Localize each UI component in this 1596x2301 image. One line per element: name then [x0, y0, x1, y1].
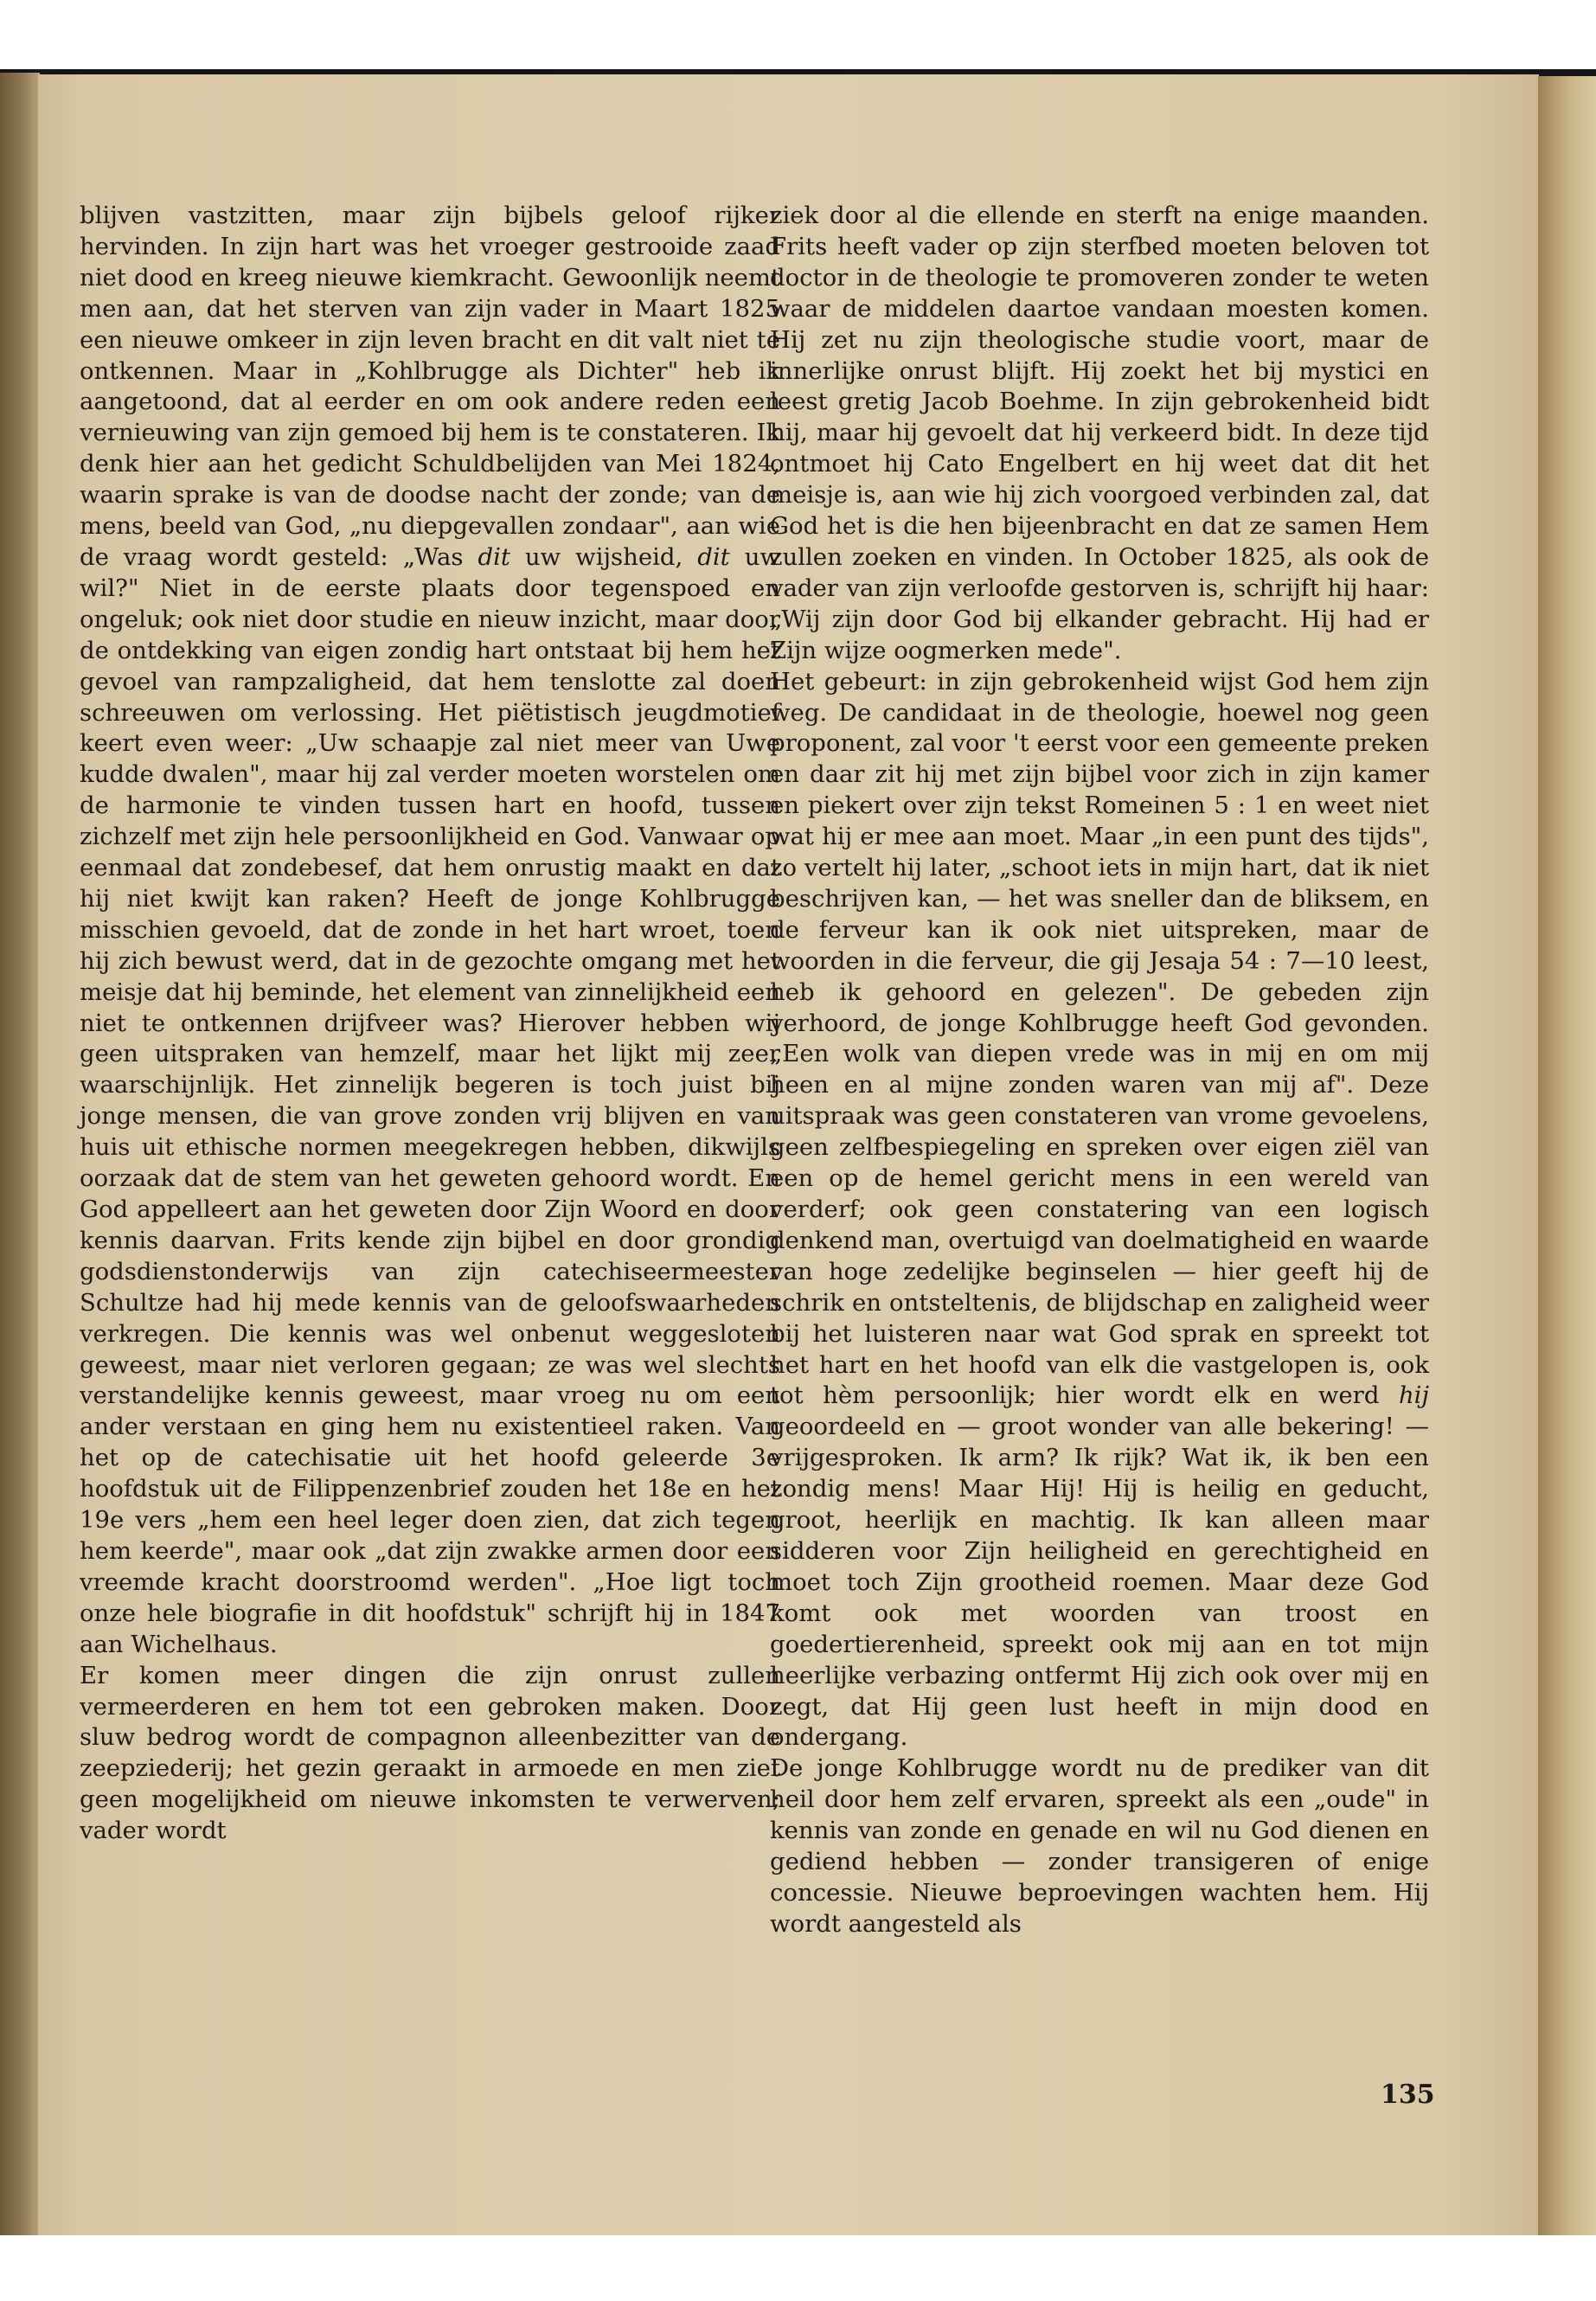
left-paragraph-2: Er komen meer dingen die zijn onrust zullen vermeerderen en hem tot een gebroken maken. Door sluw bedrog wordt de compagnon alleenbezitter van de zeepziederij; het gezin geraakt in armoede en men ziet geen mogelijkheid om nieuwe inkomsten te verwerven; vader wordt	[80, 1661, 780, 1845]
page-stack-edge	[1538, 76, 1596, 2235]
left-column	[80, 201, 780, 1847]
right-paragraph-1: ziek door al die ellende en sterft na enige maanden. Frits heeft vader op zijn sterfbed moeten beloven tot doctor in de theologie te promoveren zonder te weten waar de middelen daartoe vandaan moesten komen. Hij zet nu zijn theologische studie voort, maar de innerlijke onrust blijft. Hij zoekt het bij mystici en leest gretig Jacob Boehme. In zijn gebrokenheid bidt hij, maar hij gevoelt dat hij verkeerd bidt. In deze tijd ontmoet hij Cato Engelbert en hij weet dat dit het meisje is, aan wie hij zich voorgoed verbinden zal, dat God het is die hen bijeenbracht en dat ze samen Hem zullen zoeken en vinden. In October 1825, als ook de vader van zijn verloofde gestorven is, schrijft hij haar: „Wij zijn door God bij elkander gebracht. Hij had er Zijn wijze oogmerken mede".	[770, 202, 1429, 664]
emphasis-dit: dit	[478, 542, 510, 571]
right-paragraph-2: Het gebeurt: in zijn gebrokenheid wijst God hem zijn weg. De candidaat in de theologie, hoewel nog geen proponent, zal voor 't eerst voor een gemeente preken en daar zit hij met zijn bijbel voor zich in zijn kamer en piekert over zijn tekst Romeinen 5 : 1 en weet niet wat hij er mee aan moet. Maar „in een punt des tijds", zo vertelt hij later, „schoot iets in mijn hart, dat ik niet beschrijven kan, — het was sneller dan de bliksem, en de ferveur kan ik ook niet uitspreken, maar de woorden in die ferveur, die gij Jesaja 54 : 7—10 leest, heb ik gehoord en gelezen". De gebeden zijn verhoord, de jonge Kohlbrugge heeft God gevonden. „Een wolk van diepen vrede was in mij en om mij heen en al mijne zonden waren van mij af". Deze uitspraak was geen constateren van vrome gevoelens, geen zelfbespiegeling en spreken over eigen ziël van een op de hemel gericht mens in een wereld van verderf; ook geen constatering van een logisch denkend man, overtuigd van doelmatigheid en waarde van hoge zedelijke beginselen — hier geeft hij de schrik en ontsteltenis, de blijdschap en zaligheid weer bij het luisteren naar wat God sprak en spreekt tot het hart en het hoofd van elk die vastgelopen is, ook tot hèm persoonlijk; hier wordt elk en werd hij geoordeeld en — groot wonder van alle bekering! — vrijgesproken. Ik arm? Ik rijk? Wat ik, ik ben een zondig mens! Maar Hij! Hij is heilig en geducht, groot, heerlijk en machtig. Ik kan alleen maar sidderen voor Zijn heiligheid en gerechtigheid en moet toch Zijn grootheid roemen. Maar deze God komt ook met woorden van troost en goedertierenheid, spreekt ook mij aan en tot mijn heerlijke verbazing ontfermt Hij zich ook over mij en zegt, dat Hij geen lust heeft in mijn dood en ondergang.	[770, 667, 1430, 1752]
emphasis-hij: hij	[1398, 1381, 1429, 1410]
left-paragraph-1: blijven vastzitten, maar zijn bijbels geloof rijker hervinden. In zijn hart was het vroeger gestrooide zaad niet dood en kreeg nieuwe kiemkracht. Gewoonlijk neemt men aan, dat het sterven van zijn vader in Maart 1825 een nieuwe omkeer in zijn leven bracht en dit valt niet te ontkennen. Maar in „Kohlbrugge als Dichter" heb ik aangetoond, dat al eerder en om ook andere reden een vernieuwing van zijn gemoed bij hem is te constateren. Ik denk hier aan het gedicht Schuldbelijden van Mei 1824, waarin sprake is van de doodse nacht der zonde; van de mens, beeld van God, „nu diepgevallen zondaar", aan wie de vraag wordt gesteld: „Was dit uw wijsheid, dit uw wil?" Niet in de eerste plaats door tegenspoed en ongeluk; ook niet door studie en nieuw inzicht, maar door de ontdekking van eigen zondig hart ontstaat bij hem het gevoel van rampzaligheid, dat hem tenslotte zal doen schreeuwen om verlossing. Het piëtistisch jeugdmotief keert even weer: „Uw schaapje zal niet meer van Uwe kudde dwalen", maar hij zal verder moeten worstelen om de harmonie te vinden tussen hart en hoofd, tussen zichzelf met zijn hele persoonlijkheid en God. Vanwaar op eenmaal dat zondebesef, dat hem onrustig maakt en dat hij niet kwijt kan raken? Heeft de jonge Kohlbrugge misschien gevoeld, dat de zonde in het hart wroet, toen hij zich bewust werd, dat in de gezochte omgang met het meisje dat hij beminde, het element van zinnelijkheid een niet te ontkennen drijfveer was? Hierover hebben wij geen uitspraken van hemzelf, maar het lijkt mij zeer waarschijnlijk. Het zinnelijk begeren is toch juist bij jonge mensen, die van grove zonden vrij blijven en van huis uit ethische normen meegekregen hebben, dikwijls oorzaak dat de stem van het geweten gehoord wordt. En God appelleert aan het geweten door Zijn Woord en door kennis daarvan. Frits kende zijn bijbel en door grondig godsdienstonderwijs van zijn catechiseermeester Schultze had hij mede kennis van de geloofswaarheden verkregen. Die kennis was wel onbenut weggesloten geweest, maar niet verloren gegaan; ze was wel slechts verstandelijke kennis geweest, maar vroeg nu om een ander verstaan en ging hem nu existentieel raken. Van het op de catechisatie uit het hoofd geleerde 3e hoofdstuk uit de Filippenzenbrief zouden het 18e en het 19e vers „hem een heel leger doen zien, dat zich tegen hem keerde", maar ook „dat zijn zwakke armen door een vreemde kracht doorstroomd werden". „Hoe ligt toch onze hele biografie in dit hoofdstuk" schrijft hij in 1847 aan Wichelhaus.	[80, 202, 780, 1658]
right-column	[770, 201, 1429, 1940]
book-spine-edge	[0, 73, 40, 2235]
scan-top-margin	[0, 0, 1596, 73]
scan-bottom-margin	[0, 2235, 1596, 2301]
page-number: 135	[1381, 2080, 1435, 2110]
right-paragraph-3: De jonge Kohlbrugge wordt nu de prediker van dit heil door hem zelf ervaren, spreekt als een „oude" in kennis van zonde en genade en wil nu God dienen en gediend hebben — zonder transigeren of enige concessie. Nieuwe beproevingen wachten hem. Hij wordt aangesteld als	[770, 1754, 1429, 1938]
emphasis-dit: dit	[697, 542, 730, 571]
